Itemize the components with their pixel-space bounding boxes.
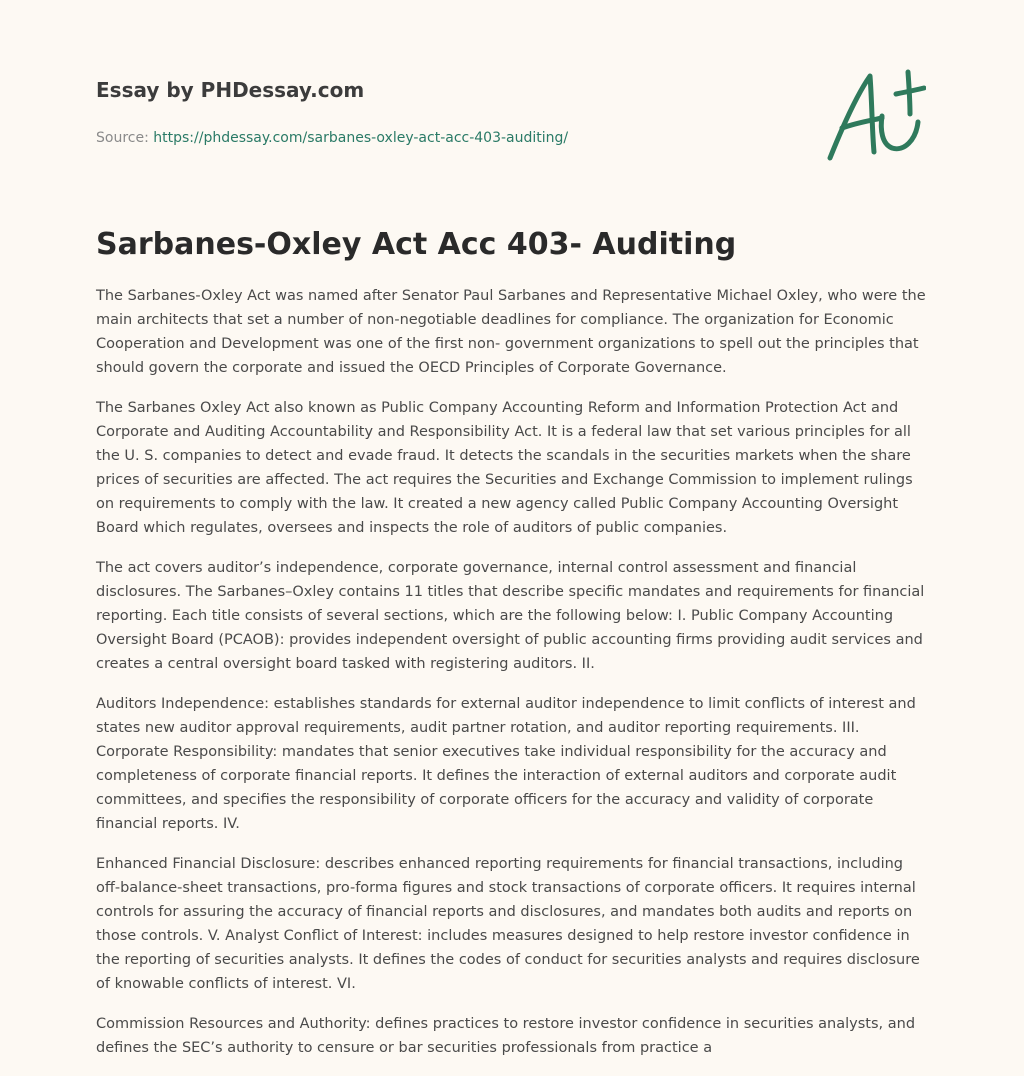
site-brand: Essay by PHDessay.com [96, 78, 365, 102]
source-label: Source: [96, 130, 149, 146]
essay-title: Sarbanes-Oxley Act Acc 403- Auditing [96, 227, 737, 262]
essay-paragraph: The Sarbanes-Oxley Act was named after Senator Paul Sarbanes and Representative Michael Oxley, who were the main architects that set a number of non-negotiable deadlines for compliance. The organization for Economic Cooperation and Development was one of the first non- government organizations to spell out the principles that should govern the corporate and issued the OECD Principles of Corporate Governance. [96, 288, 926, 376]
essay-body [96, 284, 928, 1076]
source-line [96, 128, 796, 148]
essay-paragraph: The Sarbanes Oxley Act also known as Public Company Accounting Reform and Information Protection Act and Corporate and Auditing Accountability and Responsibility Act. It is a federal law that set various principles for all the U. S. companies to detect and evade fraud. It detects the scandals in the securities markets when the share prices of securities are affected. The act requires the Securities and Exchange Commission to implement rulings on requirements to comply with the law. It created a new agency called Public Company Accounting Oversight Board which regulates, oversees and inspects the role of auditors of public companies. [96, 400, 913, 536]
essay-paragraph: Enhanced Financial Disclosure: describes enhanced reporting requirements for financial transactions, including off-balance-sheet transactions, pro-forma figures and stock transactions of corporate officers. It requires internal controls for assuring the accuracy of financial reports and disclosures, and mandates both audits and reports on those controls. V. Analyst Conflict of Interest: includes measures designed to help restore investor confidence in the reporting of securities analysts. It defines the codes of conduct for securities analysts and requires disclosure of knowable conflicts of interest. VI. [96, 856, 920, 992]
a-plus-logo-icon [822, 66, 926, 166]
page-header [96, 76, 796, 148]
essay-paragraph: Auditors Independence: establishes standards for external auditor independence to limit conflicts of interest and states new auditor approval requirements, audit partner rotation, and auditor reporting requirements. III. Corporate Responsibility: mandates that senior executives take individual responsibility for the accuracy and completeness of corporate financial reports. It defines the interaction of external auditors and corporate audit committees, and specifies the responsibility of corporate officers for the accuracy and validity of corporate financial reports. IV. [96, 696, 916, 832]
source-link[interactable]: https://phdessay.com/sarbanes-oxley-act-acc-403-auditing/ [153, 130, 569, 146]
essay-paragraph: The act covers auditor’s independence, corporate governance, internal control assessment and financial disclosures. The Sarbanes–Oxley contains 11 titles that describe specific mandates and requirements for financial reporting. Each title consists of several sections, which are the following below: I. Public Company Accounting Oversight Board (PCAOB): provides independent oversight of public accounting firms providing audit services and creates a central oversight board tasked with registering auditors. II. [96, 560, 925, 672]
essay-paragraph: Commission Resources and Authority: defines practices to restore investor confidence in securities analysts, and defines the SEC’s authority to censure or bar securities professionals from practice a [96, 1016, 916, 1056]
